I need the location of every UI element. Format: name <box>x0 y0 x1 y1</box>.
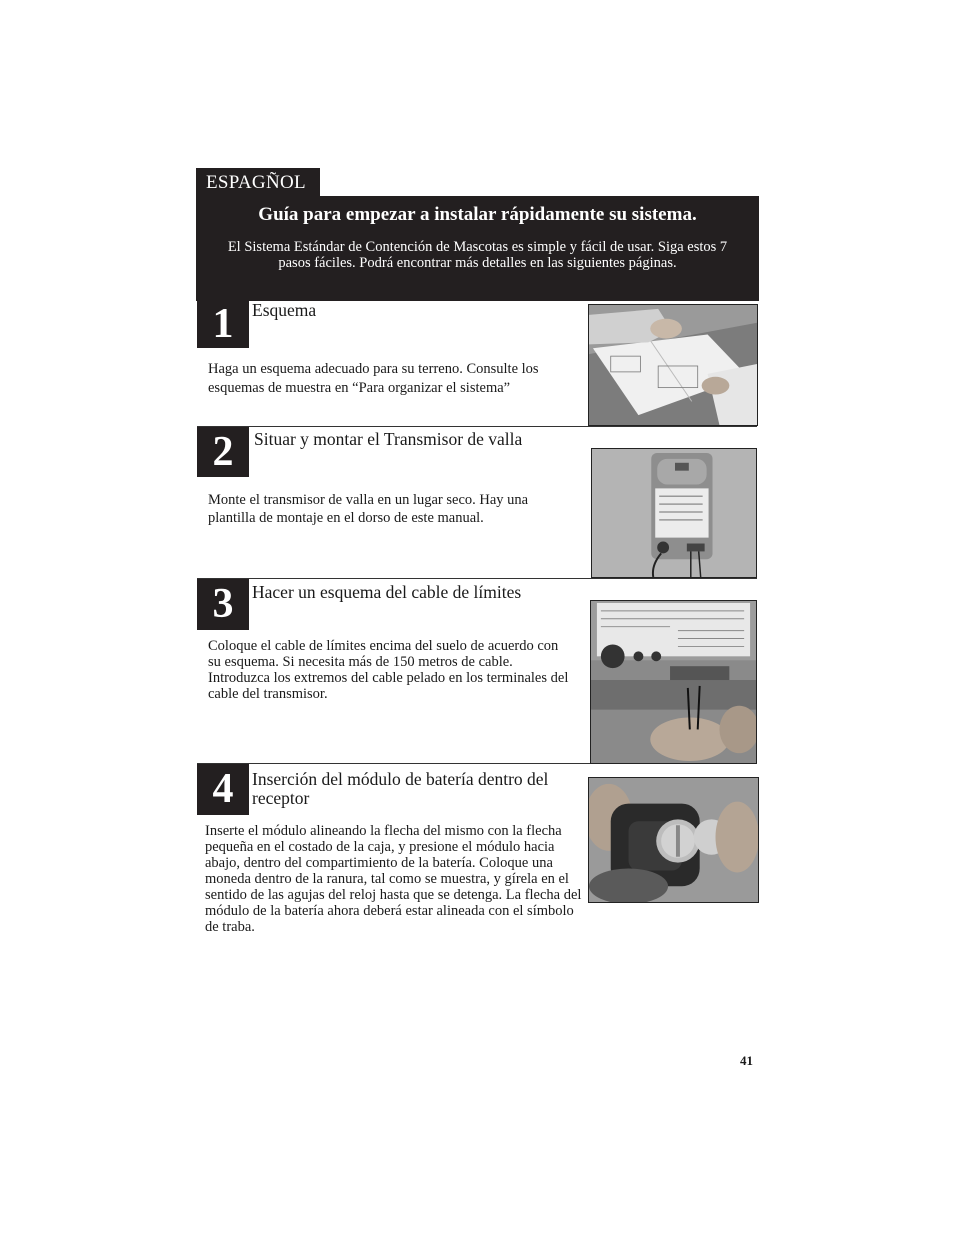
step-1-title: Esquema <box>252 300 317 320</box>
step-2-body: Monte el transmisor de valla en un lugar seco. Hay una plantilla de montaje en el dorso de este manual. <box>208 492 529 526</box>
step-2-photo <box>591 448 757 578</box>
page-title: Guía para empezar a instalar rápidamente su sistema. <box>258 204 697 225</box>
step-4-number: 4 <box>197 764 249 815</box>
step-3-title: Hacer un esquema del cable de límites <box>252 582 522 602</box>
step-4-title: Inserción del módulo de batería dentro del receptor <box>252 769 549 808</box>
step-1-photo <box>588 304 758 426</box>
step-3-number: 3 <box>197 579 249 630</box>
step-3-body: Coloque el cable de límites encima del suelo de acuerdo con su esquema. Si necesita más de 150 metros de cable. Introduzca los extremos del cable pelado en los terminales del cable del transmisor. <box>208 638 569 702</box>
step-4-body: Inserte el módulo alineando la flecha del mismo con la flecha pequeña en el costado de la caja, y presione el módulo hacia abajo, dentro del compartimiento de la batería. Coloque una moneda dentro de la ranura, tal como se muestra, y gírela en el sentido de las agujas del reloj hasta que se detenga. La flecha del módulo de la batería ahora deberá estar alineada con el símbolo de traba. <box>205 823 582 935</box>
step-2-number: 2 <box>197 427 249 477</box>
step-1-divider <box>197 426 757 427</box>
intro-text: El Sistema Estándar de Contención de Mascotas es simple y fácil de usar. Siga estos 7 pasos fáciles. Podrá encontrar más detalles en las siguientes páginas. <box>227 239 728 271</box>
step-3-photo <box>590 600 757 764</box>
step-2-divider <box>197 578 757 579</box>
step-1-number: 1 <box>197 301 249 348</box>
step-1-body: Haga un esquema adecuado para su terreno. Consulte los esquemas de muestra en “Para organizar el sistema” <box>208 361 539 396</box>
page-number: 41 <box>740 1053 753 1068</box>
language-tab: ESPAGÑOL <box>196 168 320 197</box>
step-4-photo <box>588 777 759 903</box>
header-box <box>196 196 759 301</box>
step-2-title: Situar y montar el Transmisor de valla <box>254 429 523 449</box>
